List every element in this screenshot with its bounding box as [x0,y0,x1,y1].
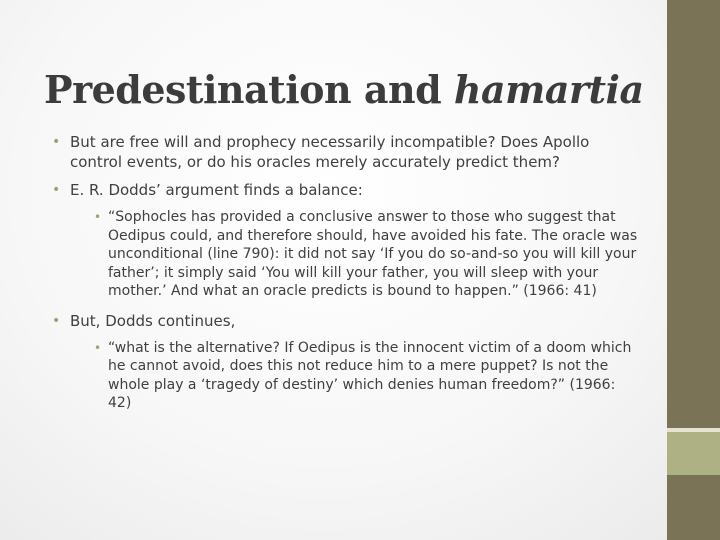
bullet-dot: • [94,210,102,224]
title-italic: hamartia [453,67,644,113]
bullet-text: But, Dodds continues, [70,311,236,330]
bullet-dot: • [94,340,102,355]
bullet-level2 [94,339,642,413]
quote-text: “Sophocles has provided a conclusive answer to those who suggest that Oedipus could, and therefore should, have avoided his fate. The oracle was unconditional (line 790): it did not say ‘If you do so-and-so you will kill your father’; it simply said ‘You will kill your father, you will sleep with your mother.’ And what an oracle predicts is bound to happen.” (1966: 41) [108,209,638,299]
bullet-dot: • [52,182,61,198]
bullet-level2 [94,208,642,301]
bullet-level1 [52,132,642,172]
bullet-dot: • [52,134,61,150]
quote-text: “what is the alternative? If Oedipus is the innocent victim of a doom which he cannot avoid, does this not reduce him to a mere puppet? Is not the whole play a ‘tragedy of destiny’ which denies human freedom?” (1966: 42) [108,339,632,411]
title-plain: Predestination and [44,67,454,113]
side-bar-accent [667,432,720,475]
slide-body [52,132,642,423]
bullet-dot: • [52,312,61,329]
bullet-text: But are free will and prophecy necessarily incompatible? Does Apollo control events, or do his oracles merely accurately predict them? [70,133,590,171]
slide-title [44,67,644,112]
bullet-level1 [52,180,642,200]
bullet-text: E. R. Dodds’ argument finds a balance: [70,181,363,199]
bullet-level1 [52,311,642,331]
side-decoration-bar [667,0,720,540]
